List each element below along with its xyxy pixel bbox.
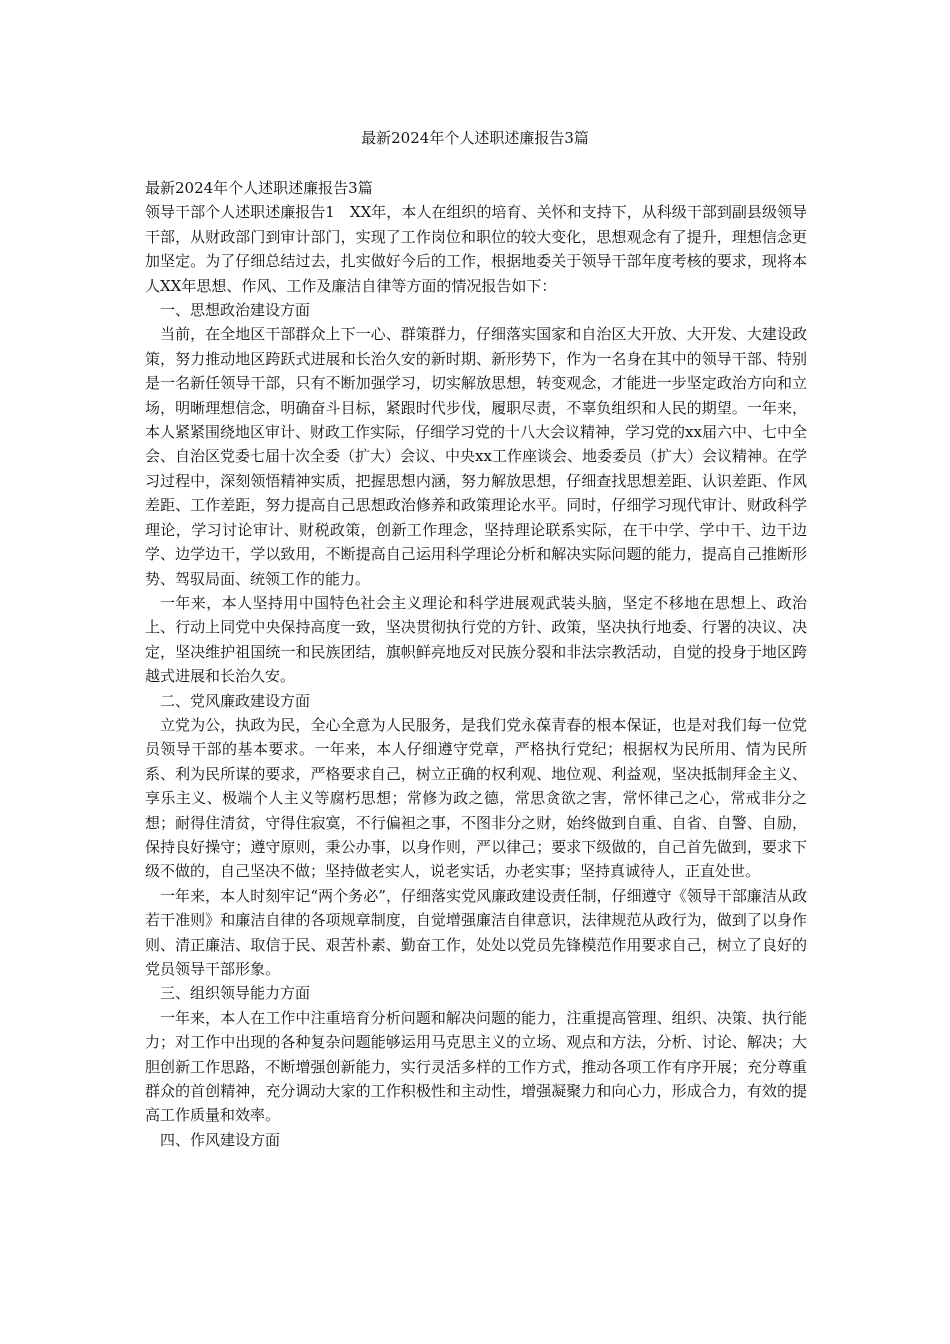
document-title: 最新2024年个人述职述廉报告3篇 xyxy=(361,129,589,147)
section-1-heading: 一、思想政治建设方面 xyxy=(160,301,311,320)
section-1-paragraph-2: 一年来，本人坚持用中国特色社会主义理论和科学进展观武装头脑，坚定不移地在思想上、政治上、行动上同党中央保持高度一致，坚决贯彻执行党的方针、政策，坚决执行地委、行署的决议、决定，坚决维护祖国统一和民族团结，旗帜鲜亮地反对民族分裂和非法宗教活动，自觉的投身于地区跨越式进展和长治久安。 xyxy=(145,593,807,686)
document-body xyxy=(145,176,807,1152)
section-1-paragraph-1: 当前，在全地区干部群众上下一心、群策群力，仔细落实国家和自治区大开放、大开发、大建设政策，努力推动地区跨跃式进展和长治久安的新时期、新形势下，作为一名身在其中的领导干部、特别是一名新任领导干部，只有不断加强学习，切实解放思想，转变观念，才能进一步坚定政治方向和立场，明晰理想信念，明确奋斗目标，紧跟时代步伐，履职尽责，不辜负组织和人民的期望。一年来，本人紧紧围绕地区审计、财政工作实际，仔细学习党的十八大会议精神，学习党的xx届六中、七中全会、自治区党委七届十次全委（扩大）会议、中央xx工作座谈会、地委委员（扩大）会议精神。在学习过程中，深刻领悟精神实质，把握思想内涵，努力解放思想，仔细查找思想差距、认识差距、作风差距、工作差距，努力提高自己思想政治修养和政策理论水平。同时，仔细学习现代审计、财政科学理论，学习讨论审计、财税政策，创新工作理念，坚持理论联系实际，在干中学、学中干、边干边学、边学边干，学以致用，不断提高自己运用科学理论分析和解决实际问题的能力，提高自己推断形势、驾驭局面、统领工作的能力。 xyxy=(145,325,807,588)
document-subtitle: 最新2024年个人述职述廉报告3篇 xyxy=(145,179,373,197)
section-4-heading: 四、作风建设方面 xyxy=(160,1130,281,1149)
section-3-heading: 三、组织领导能力方面 xyxy=(160,984,311,1003)
section-3-paragraph-1: 一年来，本人在工作中注重培育分析问题和解决问题的能力，注重提高管理、组织、决策、执行能力；对工作中出现的各种复杂问题能够运用马克思主义的立场、观点和方法，分析、讨论、解决；大胆创新工作思路，不断增强创新能力，实行灵活多样的工作方式，推动各项工作有序开展；充分尊重群众的首创精神，充分调动大家的工作积极性和主动性，增强凝聚力和向心力，形成合力，有效的提高工作质量和效率。 xyxy=(145,1008,807,1125)
section-2-heading: 二、党风廉政建设方面 xyxy=(160,691,311,710)
intro-paragraph: 领导干部个人述职述廉报告1 XX年，本人在组织的培育、关怀和支持下，从科级干部到副县级领导干部，从财政部门到审计部门，实现了工作岗位和职位的较大变化，思想观念有了提升，理想信念更加坚定。为了仔细总结过去，扎实做好今后的工作，根据地委关于领导干部年度考核的要求，现将本人XX年思想、作风、工作及廉洁自律等方面的情况报告如下： xyxy=(145,203,807,295)
section-2-paragraph-2: 一年来，本人时刻牢记“两个务必”，仔细落实党风廉政建设责任制，仔细遵守《领导干部廉洁从政若干准则》和廉洁自律的各项规章制度，自觉增强廉洁自律意识，法律规范从政行为，做到了以身作则、清正廉洁、取信于民、艰苦朴素、勤奋工作，处处以党员先锋模范作用要求自己，树立了良好的党员领导干部形象。 xyxy=(145,886,807,978)
section-2-paragraph-1: 立党为公，执政为民，全心全意为人民服务，是我们党永葆青春的根本保证，也是对我们每一位党员领导干部的基本要求。一年来，本人仔细遵守党章，严格执行党纪；根据权为民所用、情为民所系、利为民所谋的要求，严格要求自己，树立正确的权利观、地位观、利益观，坚决抵制拜金主义、享乐主义、极端个人主义等腐朽思想；常修为政之德，常思贪欲之害，常怀律己之心，常戒非分之想；耐得住清贫，守得住寂寞，不行偏袒之事，不图非分之财，始终做到自重、自省、自警、自励，保持良好操守；遵守原则，秉公办事，以身作则，严以律己；要求下级做的，自己首先做到，要求下级不做的，自己坚决不做；坚持做老实人，说老实话，办老实事；坚持真诚待人，正直处世。 xyxy=(145,715,807,881)
